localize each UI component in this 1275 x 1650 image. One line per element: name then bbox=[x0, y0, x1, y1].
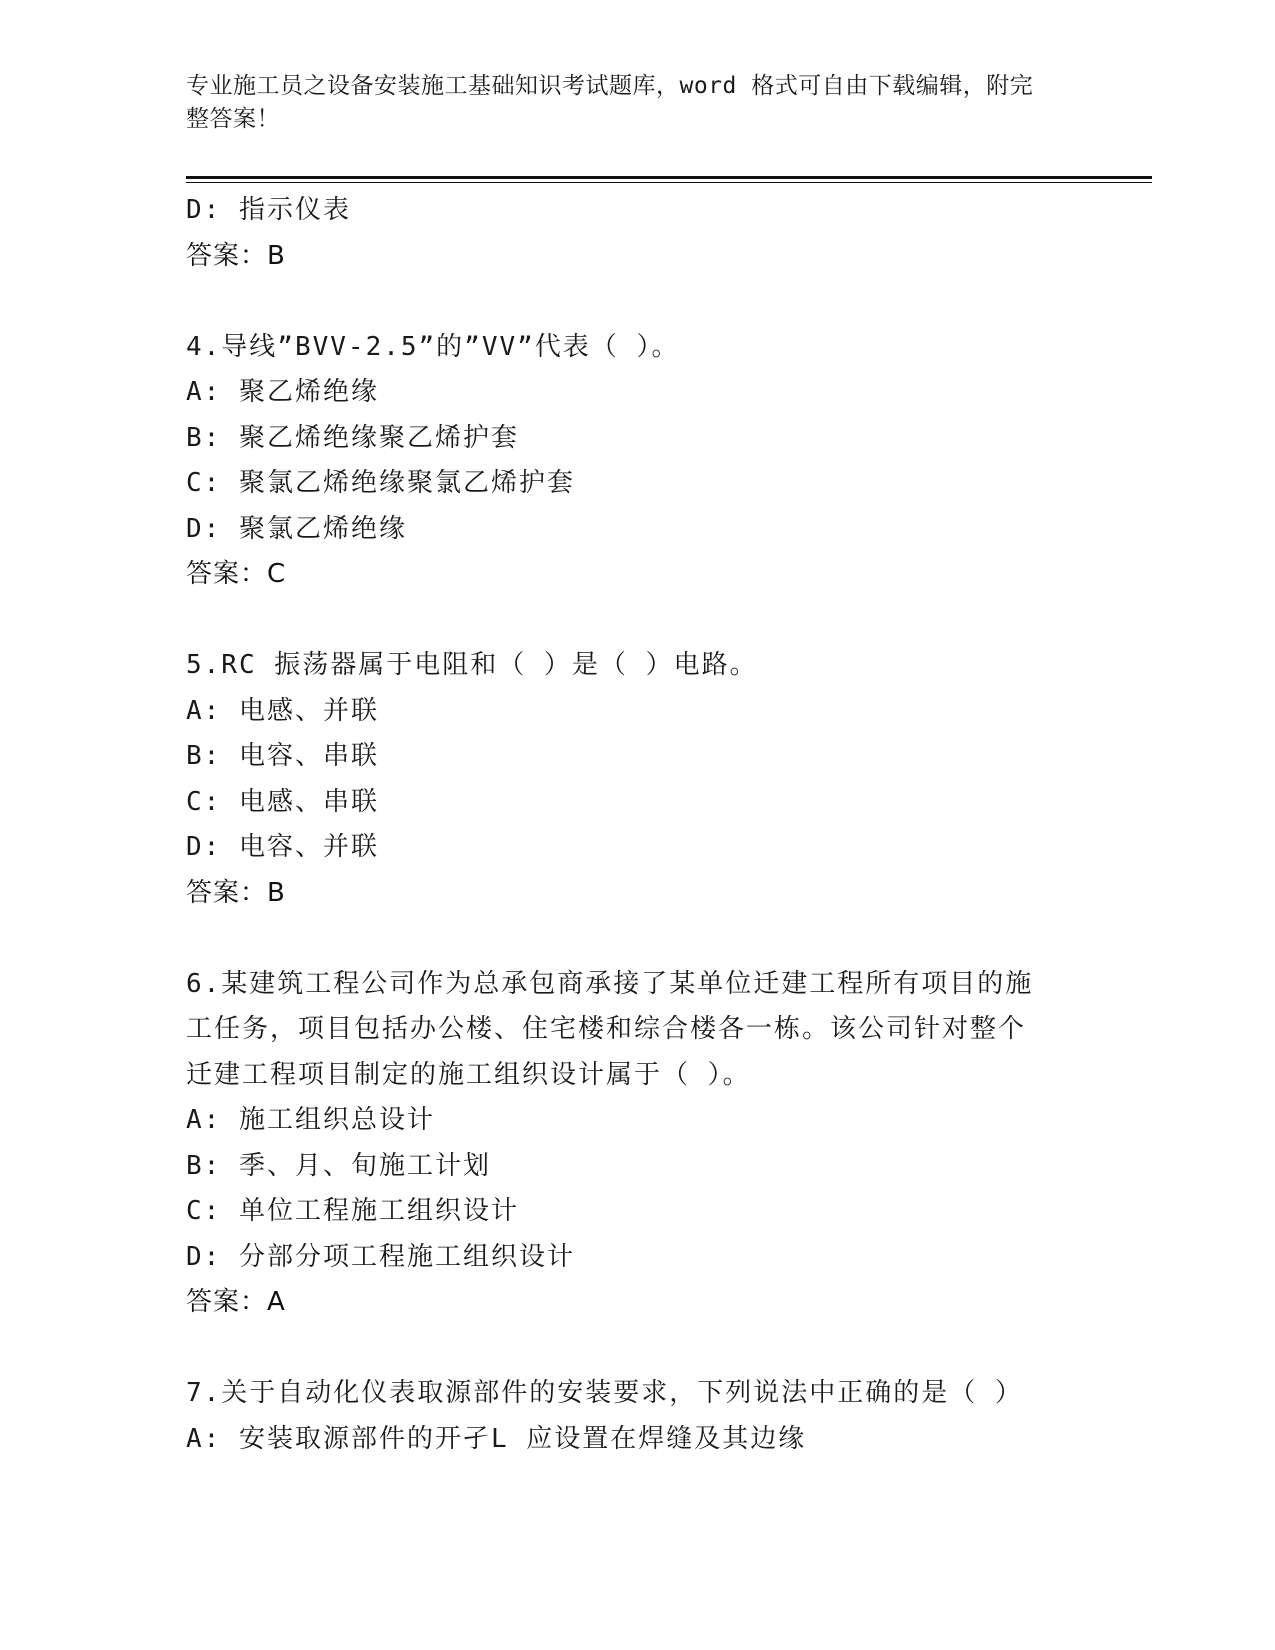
spacer bbox=[186, 279, 1086, 325]
question-list bbox=[186, 188, 1086, 1462]
option-d: D: 电容、并联 bbox=[186, 832, 379, 862]
question-7 bbox=[186, 1371, 1086, 1462]
question-stem-line-2: 工任务，项目包括办公楼、住宅楼和综合楼各一栋。该公司针对整个 bbox=[186, 1014, 1027, 1044]
question-5 bbox=[186, 643, 1086, 916]
question-6 bbox=[186, 962, 1086, 1326]
option-a: A: 施工组织总设计 bbox=[186, 1105, 435, 1135]
question-stem: 4.导线”BVV-2.5”的”VV”代表（ ）。 bbox=[186, 331, 680, 362]
question-stem-line-3: 迁建工程项目制定的施工组织设计属于（ ）。 bbox=[186, 1059, 751, 1090]
answer: 答案：A bbox=[186, 1287, 286, 1317]
option-b: B: 聚乙烯绝缘聚乙烯护套 bbox=[186, 422, 519, 453]
option-b: B: 季、月、旬施工计划 bbox=[186, 1150, 491, 1181]
option-a: A: 聚乙烯绝缘 bbox=[186, 377, 379, 407]
question-stem-line-1: 6.某建筑工程公司作为总承包商承接了某单位迁建工程所有项目的施 bbox=[186, 968, 1034, 999]
question-3-tail bbox=[186, 188, 1086, 279]
question-stem: 5.RC 振荡器属于电阻和（ ）是（ ）电路。 bbox=[186, 650, 758, 680]
spacer bbox=[186, 916, 1086, 962]
answer: 答案：B bbox=[186, 240, 286, 271]
option-a: A: 安装取源部件的开孑L 应设置在焊缝及其边缘 bbox=[186, 1423, 807, 1454]
option-c: C: 单位工程施工组织设计 bbox=[186, 1196, 519, 1226]
option-d: D: 聚氯乙烯绝缘 bbox=[186, 513, 407, 544]
header-line-2: 整答案！ bbox=[186, 106, 280, 132]
option-c: C: 聚氯乙烯绝缘聚氯乙烯护套 bbox=[186, 468, 575, 498]
document-header bbox=[186, 70, 1066, 136]
answer: 答案：B bbox=[186, 877, 286, 908]
option-a: A: 电感、并联 bbox=[186, 695, 379, 726]
header-divider-thin bbox=[186, 182, 1152, 183]
spacer bbox=[186, 1326, 1086, 1372]
question-stem: 7.关于自动化仪表取源部件的安装要求，下列说法中正确的是（ ） bbox=[186, 1378, 1023, 1408]
option-c: C: 电感、串联 bbox=[186, 786, 379, 817]
question-4 bbox=[186, 325, 1086, 598]
spacer bbox=[186, 598, 1086, 644]
header-line-1: 专业施工员之设备安装施工基础知识考试题库，word 格式可自由下载编辑，附完 bbox=[186, 73, 1034, 99]
option-d: D: 指示仪表 bbox=[186, 195, 351, 225]
answer: 答案：C bbox=[186, 559, 287, 589]
header-divider-thick bbox=[186, 176, 1152, 179]
option-b: B: 电容、串联 bbox=[186, 741, 379, 771]
option-d: D: 分部分项工程施工组织设计 bbox=[186, 1241, 575, 1272]
